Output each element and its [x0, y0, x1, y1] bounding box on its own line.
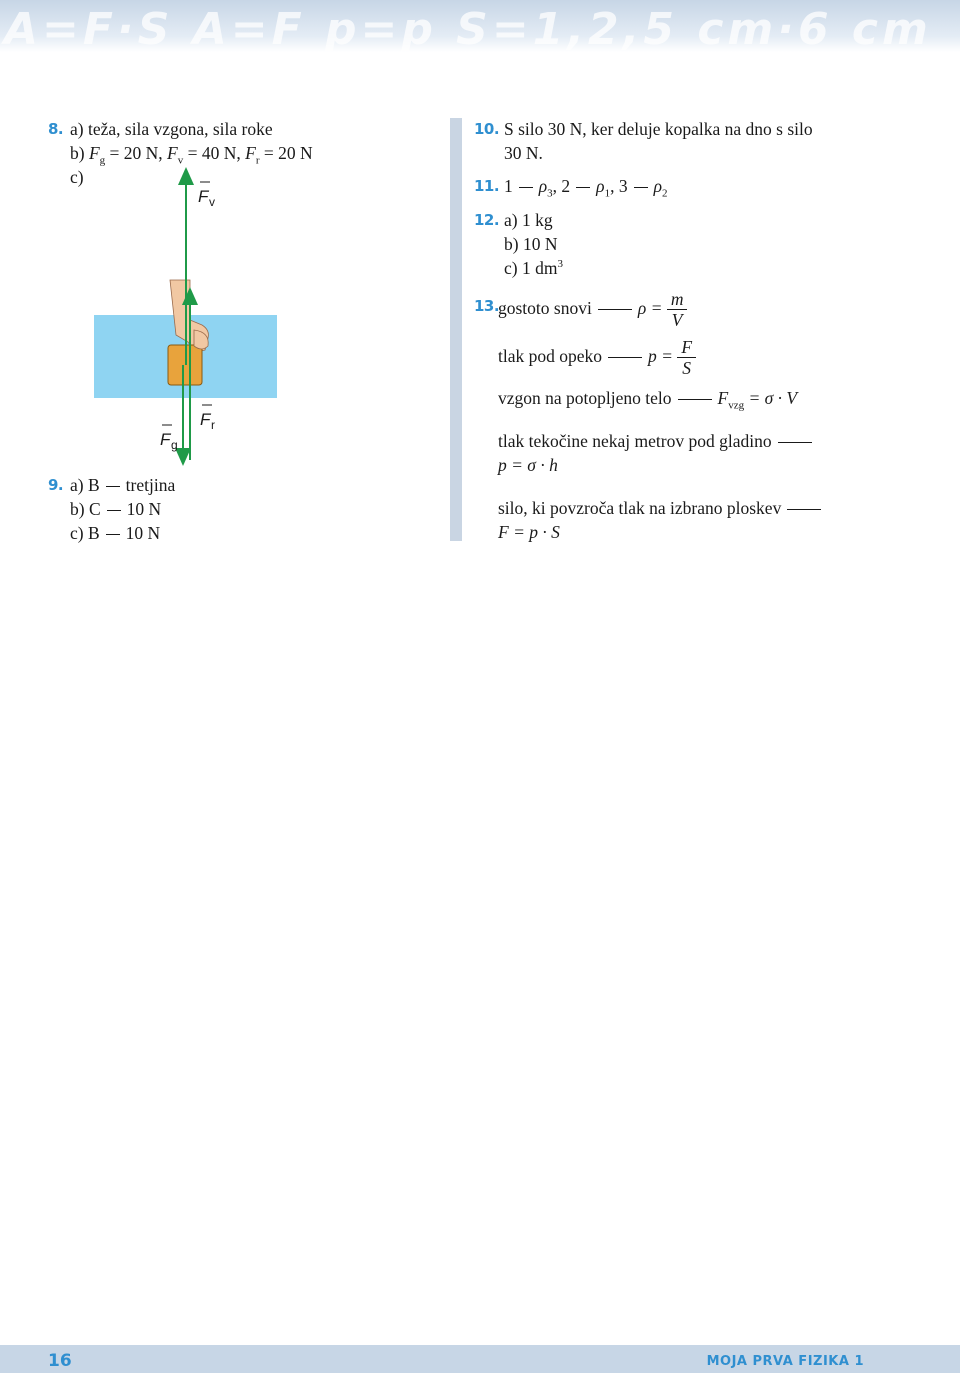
dash — [787, 509, 821, 510]
label-fr-sub: r — [211, 418, 215, 432]
buoyancy-text: vzgon na potopljeno telo — [498, 388, 672, 408]
dash — [519, 187, 533, 188]
label-fg-sub: g — [171, 438, 178, 452]
question-8-answer-c: c) — [70, 167, 84, 187]
symbol-rho: ρ — [653, 176, 662, 196]
subscript: 3 — [547, 187, 553, 200]
pressure-fraction — [677, 337, 696, 378]
subscript-vzg: vzg — [728, 399, 745, 412]
dash — [576, 187, 590, 188]
question-11-number: 11. — [474, 177, 500, 195]
force-diagram — [90, 160, 290, 470]
numerator: F — [677, 337, 696, 358]
symbol-rho: ρ — [538, 176, 548, 196]
question-8-answer-a: a) teža, sila vzgona, sila roke — [70, 119, 273, 139]
book-title: MOJA PRVA FIZIKA 1 — [706, 1354, 864, 1369]
label-fv-sub: v — [209, 195, 215, 209]
question-13-density — [498, 287, 687, 330]
superscript: 3 — [557, 258, 563, 271]
label-fv: F — [198, 187, 209, 206]
value-fv: = 40 N, — [187, 143, 241, 163]
answer-c-choice: c) B — [70, 523, 100, 543]
dash — [598, 309, 632, 310]
symbol-f: F — [88, 143, 100, 163]
dash — [778, 442, 812, 443]
density-text: gostoto snovi — [498, 298, 592, 318]
density-lhs: ρ = — [637, 298, 663, 318]
question-13-buoyancy — [498, 386, 797, 410]
question-13-liquid-pressure-formula: p = σ · h — [498, 455, 558, 475]
liquid-pressure-text: tlak tekočine nekaj metrov pod gladino — [498, 431, 772, 451]
question-13-force-formula: F = p · S — [498, 522, 560, 542]
question-9-answer-a — [70, 473, 175, 497]
answer-a-text: tretjina — [125, 475, 176, 495]
pressure-lhs: p = — [648, 346, 673, 366]
header-band — [0, 0, 960, 52]
answer-c-text: 10 N — [125, 523, 161, 543]
question-9-answer-b — [70, 497, 161, 521]
dash — [634, 187, 648, 188]
buoyancy-rhs: = σ · V — [748, 388, 798, 408]
item-3: , 3 — [610, 176, 628, 196]
label-fr: F — [200, 410, 211, 429]
question-10-line-2: 30 N. — [504, 143, 543, 163]
question-9-number: 9. — [48, 476, 64, 494]
question-8-number: 8. — [48, 120, 64, 138]
dash — [678, 399, 712, 400]
question-12-answer-a: a) 1 kg — [504, 210, 553, 230]
force-text: silo, ki povzroča tlak na izbrano ploskev — [498, 498, 782, 518]
question-10-number: 10. — [474, 120, 500, 138]
denominator: S — [682, 358, 692, 379]
subscript-g: g — [99, 154, 106, 167]
subscript: 2 — [661, 187, 668, 200]
answer-c-text: c) 1 dm — [504, 258, 558, 278]
answer-b-choice: b) C — [70, 499, 101, 519]
pressure-text: tlak pod opeko — [498, 346, 603, 366]
symbol-f: F — [167, 143, 178, 163]
question-13-liquid-pressure — [498, 429, 818, 453]
dash — [106, 534, 120, 535]
dash — [106, 486, 120, 487]
symbol-f: F — [245, 143, 256, 163]
question-13-pressure — [498, 335, 696, 378]
numerator: m — [667, 289, 688, 310]
density-fraction — [667, 289, 688, 330]
subscript-r: r — [255, 154, 260, 167]
symbol-rho: ρ — [596, 176, 605, 196]
question-9-answer-c — [70, 521, 160, 545]
answer-b-text: 10 N — [126, 499, 162, 519]
value-fg: = 20 N, — [109, 143, 163, 163]
question-12-answer-b: b) 10 N — [504, 234, 558, 254]
denominator: V — [671, 310, 683, 331]
page-number: 16 — [48, 1351, 72, 1371]
answer-a-choice: a) B — [70, 475, 100, 495]
label-fg: F — [160, 430, 171, 449]
answer-b-label: b) — [70, 143, 85, 163]
value-fr: = 20 N — [263, 143, 313, 163]
dash — [107, 510, 121, 511]
subscript: 1 — [604, 187, 611, 200]
dash — [608, 357, 642, 358]
question-12-number: 12. — [474, 211, 500, 229]
item-1: 1 — [504, 176, 513, 196]
subscript-v: v — [177, 154, 184, 167]
question-11-answer — [504, 174, 667, 198]
question-12-answer-c — [504, 256, 563, 280]
item-2: , 2 — [552, 176, 571, 196]
column-separator — [450, 118, 462, 541]
symbol-f: F — [717, 388, 729, 408]
question-13-force — [498, 496, 827, 520]
question-13-number: 13. — [474, 297, 500, 315]
header-band-text: A=F·S A=F p=p S=1,2,5 cm·6 cm — [4, 4, 932, 52]
question-10-line-1: S silo 30 N, ker deluje kopalka na dno s silo — [504, 119, 813, 139]
